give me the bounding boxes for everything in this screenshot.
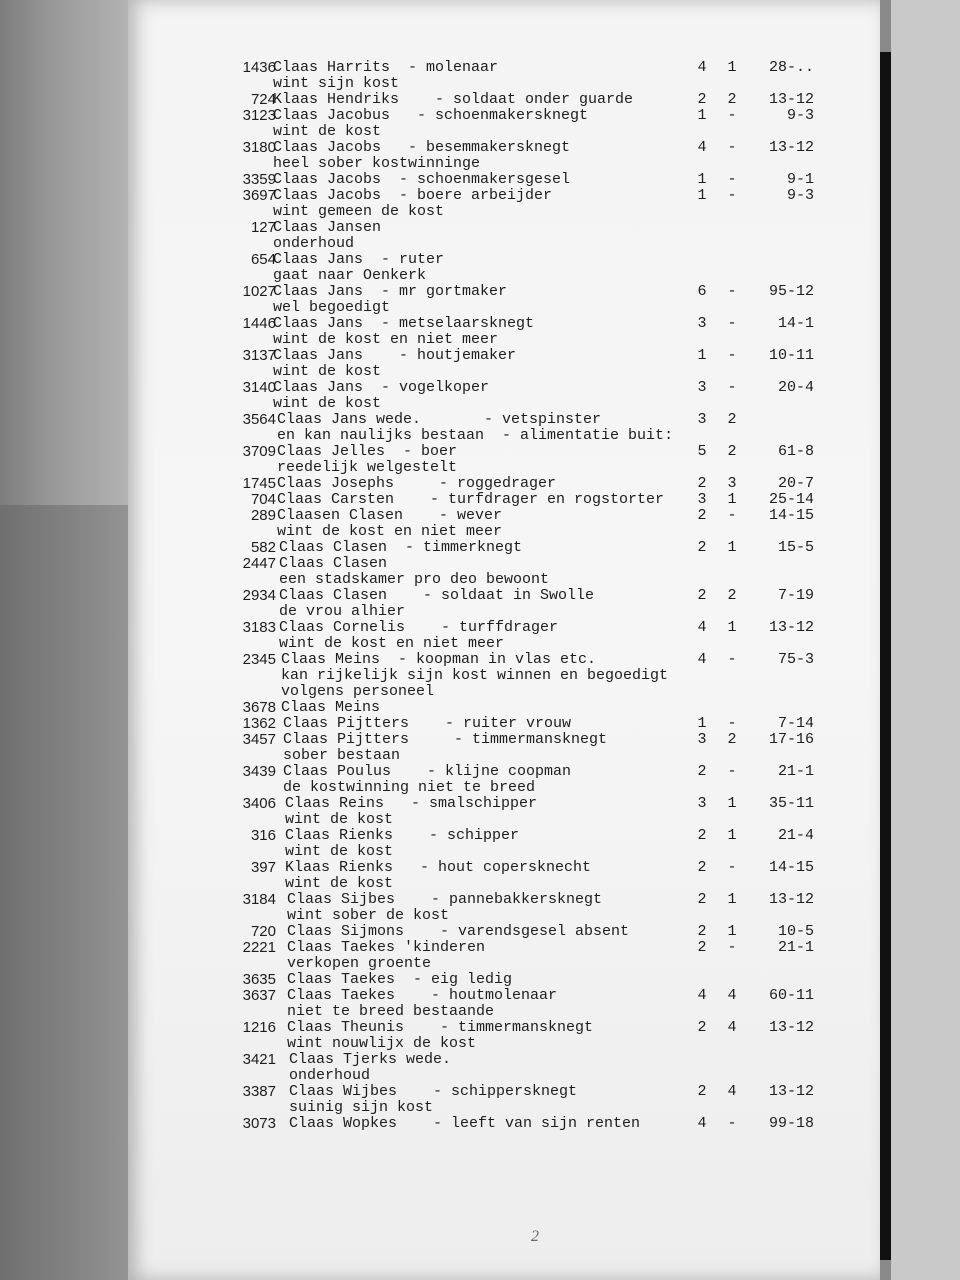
entry-name: Claas Taekes: [287, 987, 396, 1004]
entry-row: [128, 508, 880, 540]
entry-occupation: - metselaarsknegt: [381, 315, 535, 332]
entry-occupation: - eig ledig: [413, 971, 513, 988]
entry-col-1: 4: [697, 987, 707, 1004]
entry-col-3: 21-1: [777, 763, 814, 780]
entry-col-1: 3: [697, 379, 707, 396]
entry-number: 397: [250, 859, 276, 876]
entry-col-2: 3: [727, 475, 737, 492]
entry-remark: reedelijk welgestelt: [277, 459, 458, 476]
entry-name: Claas Theunis: [287, 1019, 405, 1036]
entry-col-3: 13-12: [768, 619, 814, 636]
entry-col-1: 3: [697, 731, 707, 748]
entry-name: Claas Poulus: [283, 763, 392, 780]
entry-number: 3359: [242, 171, 276, 188]
entry-col-1: 3: [697, 491, 707, 508]
entry-occupation: - schoenmakersknegt: [408, 107, 589, 124]
entry-row: [128, 380, 880, 412]
entry-remark-preceding: volgens personeel: [281, 683, 435, 700]
entry-row: [128, 220, 880, 252]
entry-col-1: 2: [697, 91, 707, 108]
entry-name: Claas Jacobs: [273, 139, 382, 156]
entry-remark: wint de kost: [273, 363, 382, 380]
entry-col-2: -: [727, 859, 737, 876]
entry-remark: wint de kost: [285, 843, 394, 860]
entry-col-3: 14-15: [768, 507, 814, 524]
entry-name: Claas Meins: [281, 651, 381, 668]
entry-occupation: - schippersknegt: [415, 1083, 578, 1100]
entry-col-2: -: [727, 347, 737, 364]
entry-col-1: 2: [697, 475, 707, 492]
entry-number: 3421: [242, 1051, 276, 1068]
entry-row: [128, 108, 880, 140]
entry-col-3: 21-4: [777, 827, 814, 844]
entry-col-1: 4: [697, 651, 707, 668]
book-spine: [879, 52, 891, 1260]
entry-row: [128, 988, 880, 1020]
entry-remark: wint de kost en niet meer: [273, 331, 499, 348]
entry-name: Claas Josephs: [277, 475, 395, 492]
entry-col-1: 6: [697, 283, 707, 300]
entry-occupation: - timmermansknegt: [427, 731, 608, 748]
entry-col-2: 2: [727, 443, 737, 460]
entry-col-3: 60-11: [768, 987, 814, 1004]
entry-row: [128, 732, 880, 764]
entry-col-1: 2: [697, 891, 707, 908]
entry-row: [128, 252, 880, 284]
entry-col-1: 2: [697, 1083, 707, 1100]
entry-number: 3123: [242, 107, 276, 124]
entry-name: Claas Tjerks wede.: [289, 1051, 452, 1068]
entry-col-1: 2: [697, 1019, 707, 1036]
entry-occupation: - houtjemaker: [381, 347, 517, 364]
entry-name: Claas Jelles: [277, 443, 386, 460]
entry-number: 1216: [242, 1019, 276, 1036]
entry-occupation: - leeft van sijn renten: [415, 1115, 641, 1132]
entry-row: [128, 828, 880, 860]
entry-number: 3406: [242, 795, 276, 812]
entry-col-2: 1: [727, 539, 737, 556]
entry-number: 3637: [242, 987, 276, 1004]
entry-remark: heel sober kostwinninge: [273, 155, 481, 172]
entry-number: 724: [250, 91, 276, 108]
entry-remark: wint sijn kost: [273, 75, 400, 92]
entry-remark: de kostwinning niet te breed: [283, 779, 536, 796]
entry-col-3: 35-11: [768, 795, 814, 812]
entry-name: Claas Harrits: [273, 59, 391, 76]
entry-col-2: -: [727, 283, 737, 300]
entry-col-2: -: [727, 507, 737, 524]
entry-col-3: 13-12: [768, 1019, 814, 1036]
entry-occupation: - ruiter vrouw: [427, 715, 572, 732]
entry-number: 3635: [242, 971, 276, 988]
entry-occupation: - pannebakkersknegt: [413, 891, 603, 908]
entry-name: Claas Taekes 'kinderen: [287, 939, 486, 956]
entry-row: [128, 796, 880, 828]
entry-name: Claas Jans: [273, 283, 364, 300]
entry-col-2: -: [727, 715, 737, 732]
entry-col-1: 3: [697, 795, 707, 812]
entry-row: [128, 764, 880, 796]
entry-occupation: - timmermansknegt: [422, 1019, 594, 1036]
page-number-mark: 2: [531, 1228, 539, 1245]
entry-remark: onderhoud: [289, 1067, 371, 1084]
entry-remark: wel begoedigt: [273, 299, 391, 316]
entry-col-1: 3: [697, 315, 707, 332]
entry-col-2: 4: [727, 1019, 737, 1036]
entry-col-1: 2: [697, 923, 707, 940]
entry-number: 3564: [242, 411, 276, 428]
entry-occupation: - mr gortmaker: [381, 283, 508, 300]
entry-name: Claas Carsten: [277, 491, 395, 508]
entry-name: Claas Jansen: [273, 219, 382, 236]
entry-occupation: - ruter: [381, 251, 445, 268]
entry-number: 654: [250, 251, 276, 268]
entry-row: [128, 60, 880, 92]
entry-number: 2447: [242, 555, 276, 572]
entry-occupation: - turfdrager en rogstorter: [412, 491, 665, 508]
entry-col-2: 1: [727, 891, 737, 908]
entry-number: 704: [250, 491, 276, 508]
entry-name: Claas Jacobus: [273, 107, 391, 124]
entry-name: Claas Reins: [285, 795, 385, 812]
entry-col-3: 9-1: [786, 171, 814, 188]
entry-col-2: 1: [727, 795, 737, 812]
entry-row: [128, 620, 880, 652]
entry-row: [128, 316, 880, 348]
entry-row: [128, 284, 880, 316]
entry-row: [128, 556, 880, 588]
entry-col-1: 2: [697, 939, 707, 956]
entry-occupation: - besemmakersknegt: [399, 139, 571, 156]
entry-col-3: 10-5: [777, 923, 814, 940]
entry-col-3: 25-14: [768, 491, 814, 508]
entry-col-1: 4: [697, 1115, 707, 1132]
entry-col-1: 1: [697, 187, 707, 204]
entry-col-3: 13-12: [768, 139, 814, 156]
entry-col-2: -: [727, 187, 737, 204]
entry-col-2: 2: [727, 731, 737, 748]
entry-col-3: 9-3: [786, 187, 814, 204]
entry-occupation: - houtmolenaar: [413, 987, 558, 1004]
entry-occupation: - timmerknegt: [405, 539, 523, 556]
entry-col-2: -: [727, 651, 737, 668]
entry-name: Claas Cornelis: [279, 619, 406, 636]
entry-occupation: - soldaat in Swolle: [405, 587, 595, 604]
entry-remark: wint gemeen de kost: [273, 203, 445, 220]
entry-name: Claas Clasen: [279, 555, 388, 572]
entry-row: [128, 588, 880, 620]
entry-row: [128, 348, 880, 380]
entry-col-3: 9-3: [786, 107, 814, 124]
entry-occupation: - roggedrager: [412, 475, 557, 492]
entry-col-3: 13-12: [768, 91, 814, 108]
entry-col-3: 61-8: [777, 443, 814, 460]
entry-col-3: 21-1: [777, 939, 814, 956]
entry-occupation: - turffdrager: [423, 619, 559, 636]
entry-col-2: 1: [727, 59, 737, 76]
entry-col-2: -: [727, 315, 737, 332]
entry-name: Claas Jacobs: [273, 187, 382, 204]
entry-number: 582: [250, 539, 276, 556]
entry-col-3: 13-12: [768, 891, 814, 908]
entry-col-1: 2: [697, 827, 707, 844]
entry-col-2: 4: [727, 987, 737, 1004]
entry-col-2: 2: [727, 587, 737, 604]
entry-row: [128, 652, 880, 684]
entry-number: 1745: [242, 475, 276, 492]
entry-col-1: 1: [697, 171, 707, 188]
entry-row: [128, 1084, 880, 1116]
entry-row: [128, 860, 880, 892]
entry-name: Claasen Clasen: [277, 507, 404, 524]
entry-col-1: 4: [697, 139, 707, 156]
entry-col-1: 1: [697, 347, 707, 364]
entry-name: Claas Clasen: [279, 539, 388, 556]
entry-name: Claas Meins: [281, 699, 381, 716]
entry-occupation: - vogelkoper: [381, 379, 490, 396]
entry-number: 1446: [242, 315, 276, 332]
entry-number: 316: [250, 827, 276, 844]
entry-col-3: 14-1: [777, 315, 814, 332]
entry-remark: niet te breed bestaande: [287, 1003, 495, 1020]
entry-col-3: 15-5: [777, 539, 814, 556]
entry-number: 3184: [242, 891, 276, 908]
entry-col-1: 1: [697, 107, 707, 124]
entry-name: Claas Jans wede.: [277, 411, 422, 428]
entry-name: Claas Wijbes: [289, 1083, 398, 1100]
entry-name: Claas Jacobs: [273, 171, 382, 188]
entry-number: 1027: [242, 283, 276, 300]
entry-number: 3678: [242, 699, 276, 716]
entry-col-3: 95-12: [768, 283, 814, 300]
entry-remark: wint de kost: [285, 811, 394, 828]
entry-number: 3697: [242, 187, 276, 204]
entry-col-1: 2: [697, 587, 707, 604]
entry-number: 2934: [242, 587, 276, 604]
entry-col-1: 4: [697, 619, 707, 636]
entry-number: 2221: [242, 939, 276, 956]
entry-col-2: 2: [727, 411, 737, 428]
entry-name: Claas Jans: [273, 347, 364, 364]
entry-remark: wint de kost en niet meer: [277, 523, 503, 540]
entry-remark: wint de kost en niet meer: [279, 635, 505, 652]
entry-name: Klaas Rienks: [285, 859, 394, 876]
entry-col-1: 2: [697, 507, 707, 524]
entry-number: 1362: [242, 715, 276, 732]
entry-row: [128, 412, 880, 444]
entry-name: Claas Pijtters: [283, 731, 410, 748]
entry-number: 289: [250, 507, 276, 524]
entry-name: Claas Wopkes: [289, 1115, 398, 1132]
entry-name: Claas Pijtters: [283, 715, 410, 732]
entry-number: 3709: [242, 443, 276, 460]
entry-col-2: 2: [727, 91, 737, 108]
entry-col-2: 4: [727, 1083, 737, 1100]
entry-number: 3073: [242, 1115, 276, 1132]
entry-name: Claas Rienks: [285, 827, 394, 844]
entry-col-2: -: [727, 763, 737, 780]
entry-occupation: - koopman in vlas etc.: [398, 651, 597, 668]
entry-row: [128, 444, 880, 476]
entry-remark: wint sober de kost: [287, 907, 450, 924]
entry-occupation: - schipper: [411, 827, 520, 844]
entry-remark: verkopen groente: [287, 955, 432, 972]
entry-name: Claas Sijmons: [287, 923, 405, 940]
entry-number: 3457: [242, 731, 276, 748]
entry-col-2: -: [727, 1115, 737, 1132]
entry-remark: suinig sijn kost: [289, 1099, 434, 1116]
entry-number: 3140: [242, 379, 276, 396]
entry-col-1: 2: [697, 763, 707, 780]
entry-name: Claas Clasen: [279, 587, 388, 604]
entry-col-2: -: [727, 139, 737, 156]
entry-remark: wint nouwlijx de kost: [287, 1035, 477, 1052]
entry-row: [128, 1052, 880, 1084]
entry-remark: gaat naar Oenkerk: [273, 267, 427, 284]
entry-name: Claas Jans: [273, 379, 364, 396]
entry-col-3: 99-18: [768, 1115, 814, 1132]
entry-number: 3439: [242, 763, 276, 780]
entry-col-3: 17-16: [768, 731, 814, 748]
entry-col-3: 13-12: [768, 1083, 814, 1100]
entry-col-2: 1: [727, 923, 737, 940]
entry-col-1: 5: [697, 443, 707, 460]
entry-remark: onderhoud: [273, 235, 355, 252]
entry-col-3: 7-14: [777, 715, 814, 732]
entry-col-1: 3: [697, 411, 707, 428]
entry-col-3: 14-15: [768, 859, 814, 876]
entry-col-2: 1: [727, 491, 737, 508]
entry-col-3: 28-..: [768, 59, 814, 76]
entry-col-3: 10-11: [768, 347, 814, 364]
entry-number: 3183: [242, 619, 276, 636]
entry-col-2: 1: [727, 827, 737, 844]
entry-number: 127: [250, 219, 276, 236]
entry-col-2: -: [727, 171, 737, 188]
entry-occupation: - boer: [403, 443, 458, 460]
entry-occupation: - wever: [421, 507, 503, 524]
entry-occupation: - molenaar: [408, 59, 499, 76]
entry-col-1: 2: [697, 539, 707, 556]
entry-row: [128, 1116, 880, 1148]
entry-remark: wint de kost: [273, 395, 382, 412]
entry-row: [128, 188, 880, 220]
entry-name: Claas Jans: [273, 315, 364, 332]
entry-col-1: 1: [697, 715, 707, 732]
background-right: [891, 0, 960, 1280]
entry-name: Klaas Hendriks: [273, 91, 400, 108]
entry-name: Claas Sijbes: [287, 891, 396, 908]
document-page: [128, 0, 880, 1280]
entry-number: 3387: [242, 1083, 276, 1100]
entry-occupation: - varendsgesel absent: [422, 923, 630, 940]
entry-col-2: -: [727, 379, 737, 396]
entry-remark: en kan naulijks bestaan - alimentatie buit:: [277, 427, 674, 444]
entry-occupation: - boere arbeijder: [399, 187, 553, 204]
entry-col-3: 20-7: [777, 475, 814, 492]
entry-name: Claas Taekes: [287, 971, 396, 988]
entry-remark: de vrou alhier: [279, 603, 406, 620]
entry-number: 2345: [242, 651, 276, 668]
entry-remark: sober bestaan: [283, 747, 401, 764]
entry-number: 720: [250, 923, 276, 940]
entry-col-3: 20-4: [777, 379, 814, 396]
entry-col-3: 75-3: [777, 651, 814, 668]
entry-occupation: - smalschipper: [402, 795, 538, 812]
entry-remark: wint de kost: [273, 123, 382, 140]
entry-row: [128, 940, 880, 972]
entry-row: [128, 1020, 880, 1052]
entry-number: 3180: [242, 139, 276, 156]
entry-occupation: - hout copersknecht: [411, 859, 592, 876]
entry-col-2: -: [727, 939, 737, 956]
entry-remark: een stadskamer pro deo bewoont: [279, 571, 550, 588]
entry-occupation: - schoenmakersgesel: [399, 171, 571, 188]
entry-remark: wint de kost: [285, 875, 394, 892]
entry-remark: kan rijkelijk sijn kost winnen en begoedigt: [281, 667, 669, 684]
entry-row: [128, 892, 880, 924]
entry-occupation: - vetspinster: [439, 411, 602, 428]
entry-occupation: - soldaat onder guarde: [417, 91, 634, 108]
entry-col-2: -: [727, 107, 737, 124]
entry-row: [128, 140, 880, 172]
entry-number: 1436: [242, 59, 276, 76]
entry-col-3: 7-19: [777, 587, 814, 604]
entry-col-1: 2: [697, 859, 707, 876]
entry-number: 3137: [242, 347, 276, 364]
entry-name: Claas Jans: [273, 251, 364, 268]
entry-occupation: - klijne coopman: [409, 763, 572, 780]
entry-col-2: 1: [727, 619, 737, 636]
entry-col-1: 4: [697, 59, 707, 76]
